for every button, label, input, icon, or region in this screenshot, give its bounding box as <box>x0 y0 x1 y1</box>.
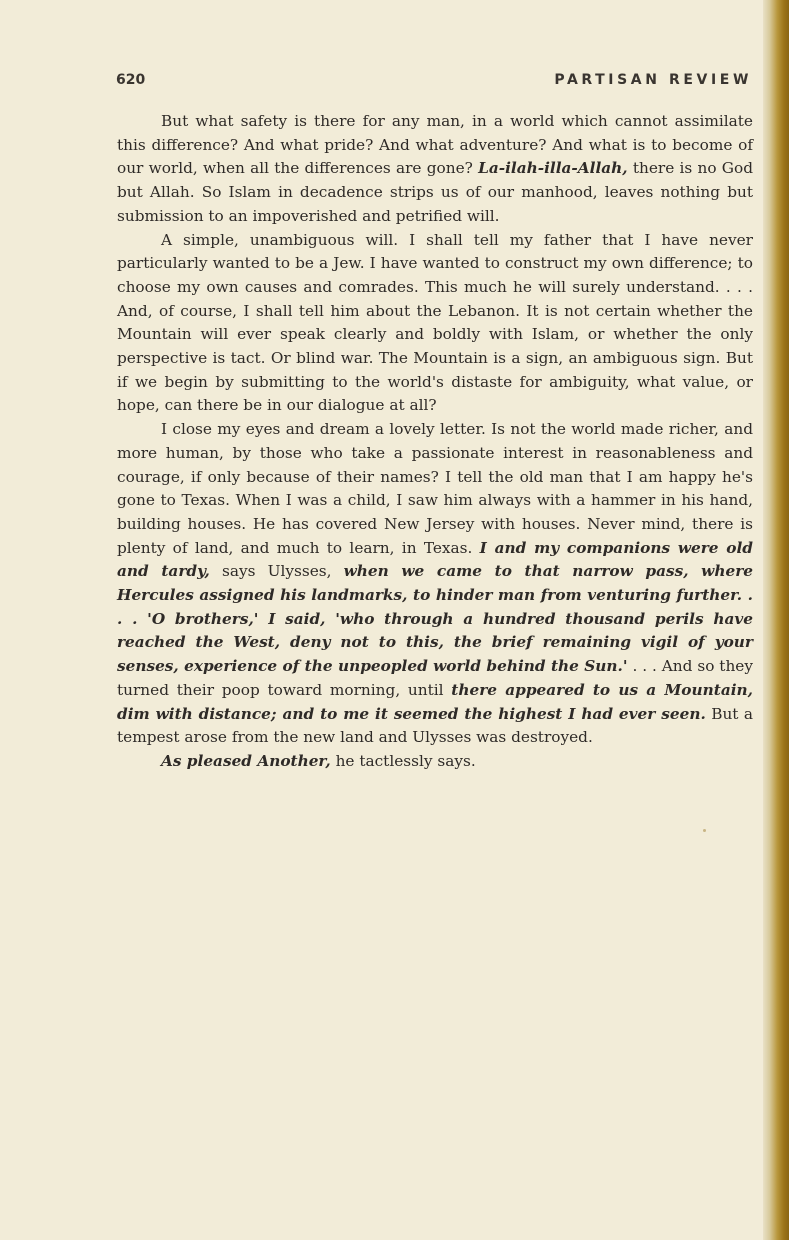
italic-phrase: when we came to that narrow pass, where Hercules assigned his landmarks, to hinder man from venturing further. . . . 'O brothers,' I said, 'who through a hundred thousand perils have reached the West, deny not to this, the brief remaining vigil of your senses, experience of the unpeopled world behind the Sun.' <box>117 562 753 676</box>
text-run: there is no God but Allah. So Islam in decadence strips us of our manhood, leaves nothing but submission to an impoverished and petrified will. <box>117 159 753 225</box>
text-run: But what safety is there for any man, in a world which cannot assimilate this difference? And what pride? And what adventure? And what is to become of our world, when all the differences are gone? <box>117 112 753 178</box>
running-head <box>116 72 752 96</box>
text-run: he tactlessly says. <box>330 751 476 770</box>
paragraph-1 <box>117 110 753 229</box>
text-run: says Ulysses, <box>209 562 344 581</box>
italic-phrase: La-ilah-illa-Allah, <box>478 159 628 178</box>
body-text <box>117 110 753 774</box>
text-run: I close my eyes and dream a lovely letter. Is not the world made richer, and more human, by those who take a passionate interest in reasonableness and courage, if only because of their names? I tell the old man that I am happy he's gone to Texas. When I was a child, I saw him always with a hammer in his hand, building houses. He has covered New Jersey with houses. Never mind, there is plenty of land, and much to learn, in Texas. <box>117 420 753 557</box>
italic-phrase: I and my companions were old and tardy, <box>117 538 753 581</box>
paragraph-4 <box>117 750 753 774</box>
journal-title: PARTISAN REVIEW <box>554 72 752 88</box>
paper-speck <box>703 829 706 832</box>
text-run: . . . And so they turned their poop toward morning, until <box>117 657 753 699</box>
italic-phrase: there appeared to us a Mountain, dim with distance; and to me it seemed the highest I had ever seen. <box>117 680 753 723</box>
page-number: 620 <box>116 72 146 88</box>
paragraph-2 <box>117 229 753 419</box>
text-run: But a tempest arose from the new land and Ulysses was destroyed. <box>117 704 754 747</box>
text-run: A simple, unambiguous will. I shall tell my father that I have never particularly wanted to be a Jew. I have wanted to construct my own difference; to choose my own causes and comrades. This much he will surely understand. . . . And, of course, I shall tell him about the Lebanon. It is not certain whether the Mountain will ever speak clearly and boldly with Islam, or whether the only perspective is tact. Or blind war. The Mountain is a sign, an ambiguous sign. But if we begin by submitting to the world's distaste for ambiguity, what value, or hope, can there be in our dialogue at all? <box>117 230 753 415</box>
paragraph-3 <box>117 418 753 750</box>
italic-phrase: As pleased Another, <box>161 751 331 770</box>
page-edge <box>763 0 789 1240</box>
